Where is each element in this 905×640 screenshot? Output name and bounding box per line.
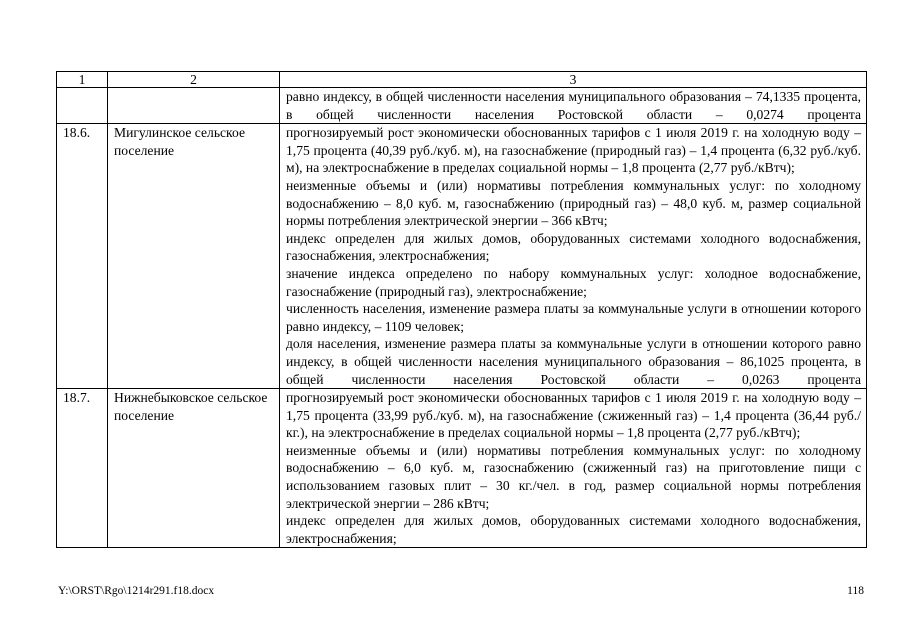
header-cell-3: 3 bbox=[280, 72, 867, 88]
row-number: 18.7. bbox=[57, 389, 108, 548]
footer-page-number: 118 bbox=[847, 585, 864, 597]
description-paragraph: неизменные объемы и (или) нормативы потребления коммунальных услуг: по холодному водоснабжению – 8,0 куб. м, газоснабжению (природный газ) – 48,0 куб. м, размер социальной нормы потребления электрической энергии – 366 кВтч; bbox=[286, 177, 861, 229]
description-paragraph: неизменные объемы и (или) нормативы потребления коммунальных услуг: по холодному водоснабжению – 6,0 куб. м, газоснабжению (сжиженный газ) на приготовление пищи с использованием газовых плит – 30 кг./чел. в год, размер социальной нормы потребления электрической энергии – 286 кВтч; bbox=[286, 442, 861, 511]
header-cell-1: 1 bbox=[57, 72, 108, 88]
tariff-table bbox=[56, 71, 867, 548]
table-row bbox=[57, 124, 867, 389]
description-paragraph: прогнозируемый рост экономически обоснованных тарифов с 1 июля 2019 г. на холодную воду – 1,75 процента (33,99 руб./куб. м), на газоснабжение (сжиженный газ) – 1,4 процента (36,44 руб./кг.), на электроснабжение в пределах социальной нормы – 1,8 процента (2,77 руб./кВтч); bbox=[286, 390, 861, 441]
table-header-row bbox=[57, 72, 867, 88]
description-paragraph: индекс определен для жилых домов, оборудованных системами холодного водоснабжения, газоснабжения, электроснабжения; bbox=[286, 230, 861, 264]
indicator-description bbox=[280, 124, 867, 389]
description-paragraph: индекс определен для жилых домов, оборудованных системами холодного водоснабжения, электроснабжения; bbox=[286, 513, 861, 546]
header-cell-2: 2 bbox=[108, 72, 280, 88]
footer-file-path: Y:\ORST\Rgo\1214r291.f18.docx bbox=[58, 585, 215, 597]
indicator-description bbox=[280, 389, 867, 548]
description-paragraph: численность населения, изменение размера платы за коммунальные услуги в отношении которого равно индексу, – 1109 человек; bbox=[286, 301, 861, 334]
settlement-name: Нижнебыковское сельское поселение bbox=[108, 389, 280, 548]
description-paragraph: прогнозируемый рост экономически обоснованных тарифов с 1 июля 2019 г. на холодную воду – 1,75 процента (40,39 руб./куб. м), на газоснабжение (природный газ) – 1,4 процента (6,32 руб./куб. м), на электроснабжение в пределах социальной нормы – 1,8 процента (2,77 руб./кВтч); bbox=[286, 125, 861, 176]
description-paragraph: доля населения, изменение размера платы за коммунальные услуги в отношении которого равно индексу, в общей численности населения муниципального образования – 86,1025 процента, в общей численности населения Ростовской области – 0,0263 процента bbox=[286, 336, 861, 387]
table-row bbox=[57, 389, 867, 548]
row-number: 18.6. bbox=[57, 124, 108, 389]
description-paragraph: равно индексу, в общей численности населения муниципального образования – 74,1335 процента, в общей численности населения Ростовской области – 0,0274 процента bbox=[286, 89, 861, 122]
indicator-description bbox=[280, 88, 867, 124]
settlement-name: Мигулинское сельское поселение bbox=[108, 124, 280, 389]
description-paragraph: значение индекса определено по набору коммунальных услуг: холодное водоснабжение, газоснабжение (природный газ), электроснабжение; bbox=[286, 265, 861, 299]
row-number bbox=[57, 88, 108, 124]
settlement-name bbox=[108, 88, 280, 124]
table-row bbox=[57, 88, 867, 124]
